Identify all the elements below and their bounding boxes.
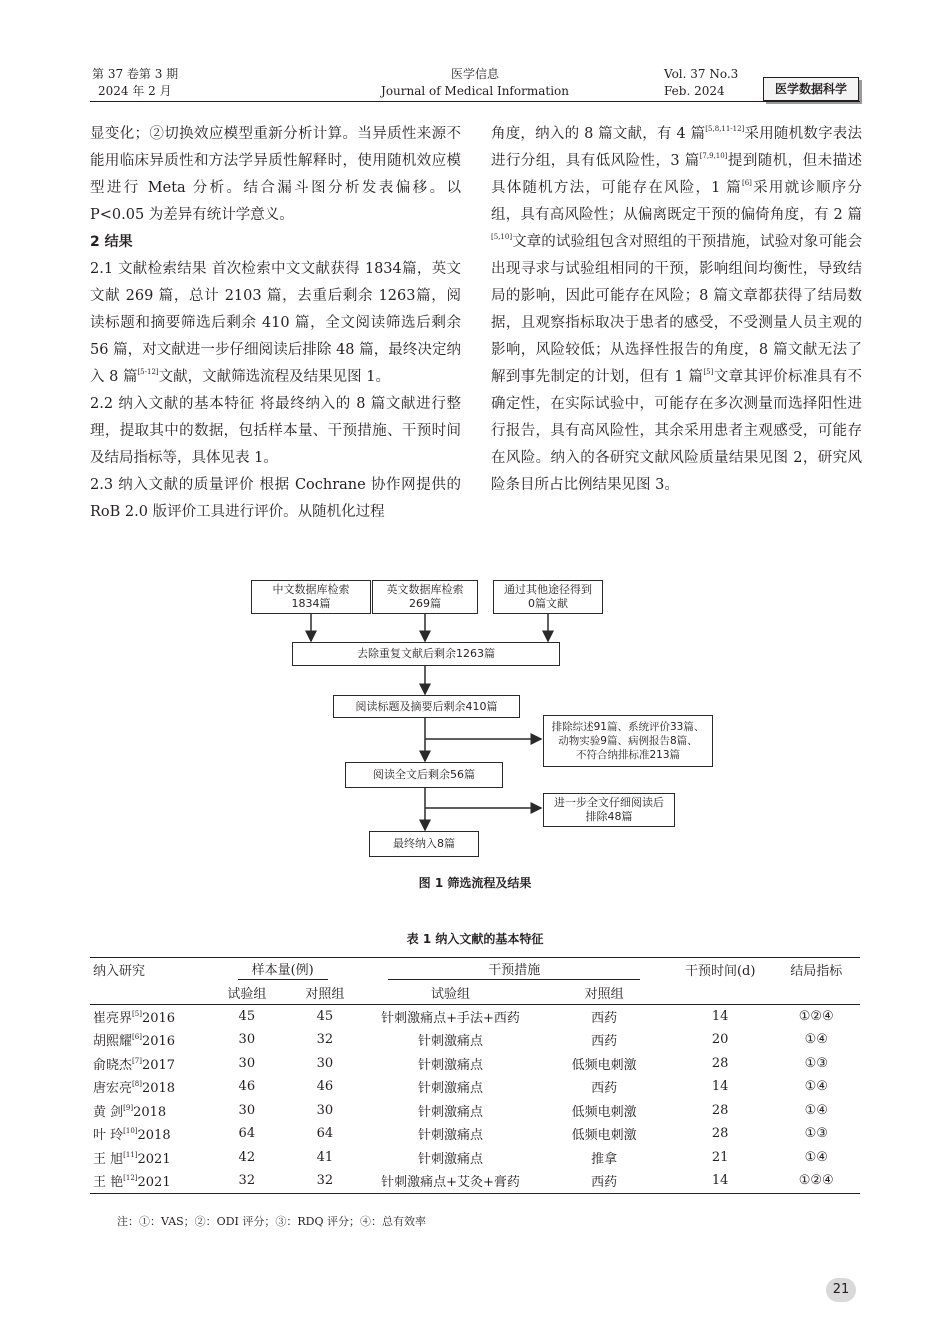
text: 叶 玲 xyxy=(93,1128,124,1144)
cell-int-test: 针刺激痛点 xyxy=(418,1104,484,1120)
text: 唐宏亮 xyxy=(93,1081,133,1097)
header-sample-size xyxy=(205,958,361,982)
cell-days: 28 xyxy=(711,1055,729,1071)
cell-study xyxy=(90,1146,205,1170)
cell-n-test: 32 xyxy=(205,1169,289,1193)
cell-outcome: ①④ xyxy=(804,1102,828,1118)
cell-n-control: 30 xyxy=(316,1055,334,1071)
table-caption: 表 1 纳入文献的基本特征 xyxy=(406,932,544,946)
text: 俞晓杰 xyxy=(93,1057,133,1073)
text: 将最终纳入的 8 篇文献进行整理，提取其中的数据，包括样本量、干预措施、干预时间及结局指标等，具体见表 1。 xyxy=(90,396,461,466)
cell-days: 14 xyxy=(711,1008,729,1024)
table-subheader-row xyxy=(90,982,860,1005)
text: 文章其评价标准具有不确定性，在实际试验中，可能存在多次测量而选择阳性进行报告，具有高风险性，其余采用患者主观感受，可能存在风险。纳入的各研究文献风险质量结果见图 2，研究风险条目所占比例结果见图 3。 xyxy=(491,369,862,493)
citation: [5,10] xyxy=(491,233,513,241)
cell-n-control: 32 xyxy=(316,1032,334,1048)
cell-study xyxy=(90,1169,205,1193)
cell-study xyxy=(90,1052,205,1076)
text: 采用就诊顺序分组，具有高风险性；从偏离既定干预的偏倚角度，有 2 篇 xyxy=(491,180,862,223)
cell-outcome: ①③ xyxy=(804,1055,828,1071)
cell-outcome: ①④ xyxy=(804,1079,828,1095)
text: 提到随机，但未描述具体随机方法，可能存在风险，1 篇 xyxy=(491,153,862,196)
flow-box-title-abstract: 阅读标题及摘要后剩余410篇 xyxy=(333,695,520,718)
section-heading-results: 2 结果 xyxy=(90,234,133,250)
cell-days: 14 xyxy=(668,1169,773,1193)
cell-n-control: 30 xyxy=(316,1102,334,1118)
cell-study xyxy=(90,1099,205,1123)
cell-int-test: 针刺激痛点+艾灸+膏药 xyxy=(361,1169,541,1193)
table-row xyxy=(90,1146,860,1170)
cell-n-test: 46 xyxy=(238,1079,256,1095)
subheader-intervention-test: 试验组 xyxy=(361,982,541,1005)
cell-n-test: 30 xyxy=(238,1032,256,1048)
cell-outcome: ①③ xyxy=(804,1126,828,1142)
flow-box-fulltext: 阅读全文后剩余56篇 xyxy=(345,762,503,788)
subheading-2-1: 2.1 文献检索结果 xyxy=(90,261,207,277)
characteristics-table xyxy=(90,957,860,1194)
text: [10] xyxy=(123,1127,138,1136)
flow-box-deduplicated: 去除重复文献后剩余1263篇 xyxy=(292,642,560,666)
cell-int-test: 针刺激痛点+手法+西药 xyxy=(381,1010,520,1026)
cell-int-control: 西药 xyxy=(591,1081,618,1097)
flow-box-exclusion-2: 进一步全文仔细阅读后 排除48篇 xyxy=(543,793,675,827)
citation: [7,9,10] xyxy=(699,152,728,160)
cell-days: 28 xyxy=(711,1126,729,1142)
cell-outcome: ①④ xyxy=(804,1032,828,1048)
cell xyxy=(772,982,860,1005)
table-note: 注：①：VAS；②：ODI 评分；③：RDQ 评分；④：总有效率 xyxy=(117,1215,426,1228)
header-date: 2024 年 2 月 xyxy=(98,84,172,98)
subheader-sample-control: 对照组 xyxy=(289,982,361,1005)
text: 2021 xyxy=(137,1175,171,1191)
cell-n-test: 30 xyxy=(238,1102,256,1118)
header-volume: 第 37 卷第 3 期 xyxy=(92,67,179,81)
text: 胡熙耀 xyxy=(93,1034,133,1050)
cell-int-test: 针刺激痛点 xyxy=(418,1128,484,1144)
cell-n-control: 45 xyxy=(316,1008,334,1024)
text: 2018 xyxy=(141,1081,176,1097)
citation: [5-12] xyxy=(137,368,159,376)
cell-int-test: 针刺激痛点 xyxy=(418,1057,484,1073)
cell-days: 20 xyxy=(711,1032,729,1048)
header-time: 干预时间(d) xyxy=(684,964,756,980)
text: 黄 剑 xyxy=(93,1104,124,1120)
text: 样本量(例) xyxy=(238,959,328,980)
text: 文献，文献筛选流程及结果见图 1。 xyxy=(158,369,390,385)
header-date-en: Feb. 2024 xyxy=(664,84,725,98)
text: 干预措施 xyxy=(388,959,640,980)
header-outcome: 结局指标 xyxy=(790,964,843,980)
cell-int-test: 针刺激痛点 xyxy=(418,1081,484,1097)
cell-int-test: 针刺激痛点 xyxy=(418,1151,484,1167)
text: 角度，纳入的 8 篇文献，有 4 篇 xyxy=(491,126,706,142)
text: 2021 xyxy=(137,1151,171,1167)
text: [11] xyxy=(123,1150,138,1159)
text: [12] xyxy=(123,1174,138,1183)
text: 王 艳 xyxy=(93,1175,124,1191)
cell-n-control: 64 xyxy=(316,1126,334,1142)
text: [7] xyxy=(132,1056,142,1065)
cell-int-control: 低频电刺激 xyxy=(571,1057,637,1073)
text: 首次检索中文文献获得 1834篇，英文文献 269 篇，总计 2103 篇，去重后剩余 1263篇，阅读标题和摘要筛选后剩余 410 篇，全文阅读筛选后剩余 56 篇，对文献进一步仔细阅读后排除 48 篇，最终决定纳入 8 篇 xyxy=(90,261,462,385)
cell-int-control: 西药 xyxy=(591,1010,618,1026)
citation: [5] xyxy=(703,368,714,376)
flow-box-chinese-db: 中文数据库检索 1834篇 xyxy=(251,580,371,614)
cell-outcome: ①②④ xyxy=(772,1169,860,1193)
journal-name-en: Journal of Medical Information xyxy=(381,84,569,98)
cell-int-control: 西药 xyxy=(591,1034,618,1050)
header-study: 纳入研究 xyxy=(93,964,146,980)
citation: [5,8,11-12] xyxy=(705,125,745,133)
text: [9] xyxy=(123,1103,134,1112)
text: 采用随机数字表法进行分组，具有低风险性，3 篇 xyxy=(491,126,862,169)
cell-n-test: 45 xyxy=(238,1008,256,1024)
cell-days: 21 xyxy=(711,1149,729,1165)
header-intervention xyxy=(361,958,668,982)
table-body xyxy=(90,1004,860,1193)
text: 2017 xyxy=(141,1057,176,1073)
text: 2018 xyxy=(133,1104,167,1120)
text: 文章的试验组包含对照组的干预措施，试验对象可能会出现寻求与试验组相同的干预，影响组间均衡性，导致结局的影响，因此可能存在风险；8 篇文章都获得了结局数据，且观察指标取决于患者的感受，不受测量人员主观的影响，风险较低；从选择性报告的角度，8 篇文献无法了解到事先制定的计划，但有 1 篇 xyxy=(491,234,862,385)
paragraph-methods-end: 显变化；②切换效应模型重新分析计算。当异质性来源不能用临床异质性和方法学异质性解释时，使用随机效应模型进行 Meta 分析。结合漏斗图分析发表偏移。以 P<0.05 为差异有统计学意义。 xyxy=(90,126,461,223)
section-badge: 医学数据科学 xyxy=(763,77,859,101)
table-row xyxy=(90,1099,860,1123)
table-row xyxy=(90,1004,860,1028)
cell xyxy=(90,982,205,1005)
journal-name-cn: 医学信息 xyxy=(450,67,499,81)
text: 2016 xyxy=(141,1010,176,1026)
cell-study xyxy=(90,1075,205,1099)
cell-days: 28 xyxy=(711,1102,729,1118)
citation: [6] xyxy=(741,179,752,187)
cell-outcome: ①④ xyxy=(804,1149,828,1165)
table-row xyxy=(90,1169,860,1193)
cell-n-test: 30 xyxy=(238,1055,256,1071)
cell-outcome: ①②④ xyxy=(798,1008,834,1024)
text: 2016 xyxy=(141,1034,176,1050)
cell-n-control: 41 xyxy=(316,1149,334,1165)
subheading-2-2: 2.2 纳入文献的基本特征 xyxy=(90,396,255,412)
text: 根据 Cochrane 协作网提供的 RoB 2.0 版评价工具进行评价。从随机化过程 xyxy=(90,477,461,520)
cell-n-control: 32 xyxy=(289,1169,361,1193)
text: [5] xyxy=(132,1009,142,1018)
cell-n-test: 42 xyxy=(238,1149,256,1165)
cell-int-test: 针刺激痛点 xyxy=(418,1034,484,1050)
text: [8] xyxy=(132,1080,142,1089)
text: 王 旭 xyxy=(93,1151,124,1167)
flow-box-other-sources: 通过其他途径得到 0篇文献 xyxy=(493,580,603,614)
subheading-2-3: 2.3 纳入文献的质量评价 xyxy=(90,477,255,493)
cell-int-control: 西药 xyxy=(540,1169,668,1193)
table-header-row xyxy=(90,958,860,982)
cell-n-test: 64 xyxy=(238,1126,256,1142)
cell-study xyxy=(90,1004,205,1028)
cell-n-control: 46 xyxy=(316,1079,334,1095)
cell-int-control: 低频电刺激 xyxy=(571,1104,637,1120)
cell-int-control: 推拿 xyxy=(591,1151,618,1167)
table-row xyxy=(90,1028,860,1052)
flow-box-final: 最终纳入8篇 xyxy=(369,831,479,857)
header-vol-en: Vol. 37 No.3 xyxy=(664,67,739,81)
text: [6] xyxy=(132,1033,142,1042)
figure-caption: 图 1 筛选流程及结果 xyxy=(418,876,532,890)
flow-box-exclusion-1: 排除综述91篇、系统评价33篇、 动物实验9篇、病例报告8篇、 不符合纳排标准213篇 xyxy=(543,715,713,767)
table-row xyxy=(90,1075,860,1099)
cell-int-control: 低频电刺激 xyxy=(571,1128,637,1144)
cell xyxy=(668,982,773,1005)
cell-days: 14 xyxy=(711,1079,729,1095)
page-number: 21 xyxy=(826,1278,856,1302)
text: 崔亮界 xyxy=(93,1010,133,1026)
table-row xyxy=(90,1052,860,1076)
cell-study xyxy=(90,1122,205,1146)
cell-study xyxy=(90,1028,205,1052)
table-row xyxy=(90,1122,860,1146)
subheader-intervention-control: 对照组 xyxy=(540,982,668,1005)
flow-box-english-db: 英文数据库检索 269篇 xyxy=(372,580,478,614)
subheader-sample-test: 试验组 xyxy=(205,982,289,1005)
text: 2018 xyxy=(137,1128,171,1144)
